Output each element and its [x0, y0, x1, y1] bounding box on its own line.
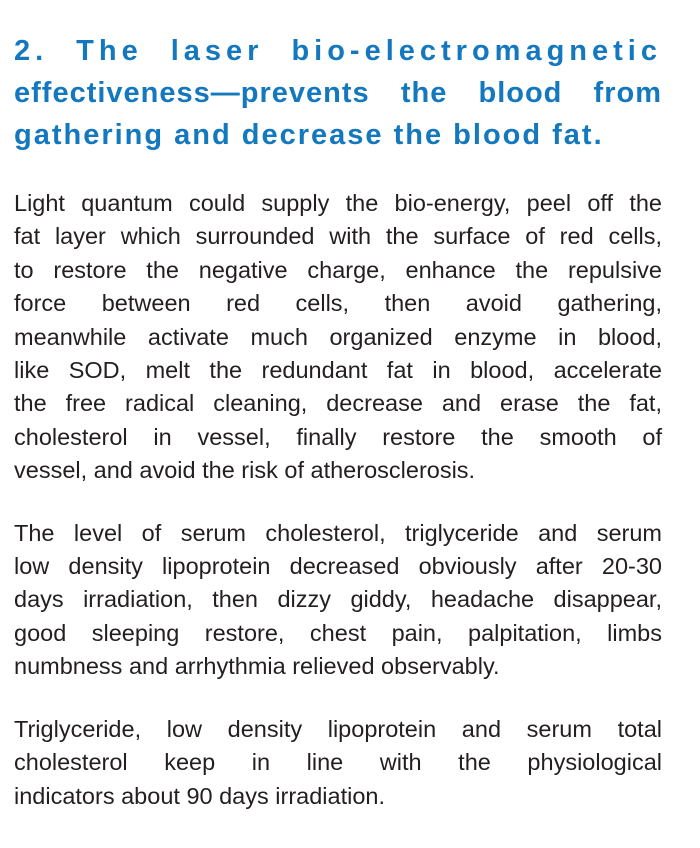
heading-line-1: 2. The laser bio-electromagnetic [14, 35, 662, 67]
page-title [14, 30, 662, 156]
text-line: fat layer which surrounded with the surface of red cells, [14, 223, 662, 250]
text-line: Light quantum could supply the bio-energy, peel off the [14, 190, 662, 216]
text-line: like SOD, melt the redundant fat in blood, accelerate [14, 357, 662, 384]
text-line: low density lipoprotein decreased obviously after 20-30 [14, 553, 662, 580]
text-line: indicators about 90 days irradiation. [14, 782, 385, 809]
text-line: cholesterol keep in line with the physiological [14, 749, 662, 776]
text-line: Triglyceride, low density lipoprotein and serum total [14, 715, 662, 742]
text-line: vessel, and avoid the risk of atherosclerosis. [14, 457, 476, 484]
text-line: to restore the negative charge, enhance the repulsive [14, 256, 662, 283]
text-line: cholesterol in vessel, finally restore the smooth of [14, 423, 662, 450]
heading-line-2: effectiveness—prevents the blood from [14, 77, 662, 109]
heading-line-3: gathering and decrease the blood fat. [14, 119, 604, 151]
text-line: days irradiation, then dizzy giddy, headache disappear, [14, 586, 662, 613]
text-line: good sleeping restore, chest pain, palpitation, limbs [14, 619, 662, 646]
text-line: meanwhile activate much organized enzyme in blood, [14, 323, 662, 350]
text-line: force between red cells, then avoid gathering, [14, 290, 662, 317]
paragraph-2 [14, 517, 662, 684]
text-line: The level of serum cholesterol, triglyceride and serum [14, 519, 662, 546]
text-line: numbness and arrhythmia relieved observably. [14, 653, 500, 680]
paragraph-1 [14, 187, 662, 488]
paragraph-3 [14, 713, 662, 813]
text-line: the free radical cleaning, decrease and erase the fat, [14, 390, 662, 417]
